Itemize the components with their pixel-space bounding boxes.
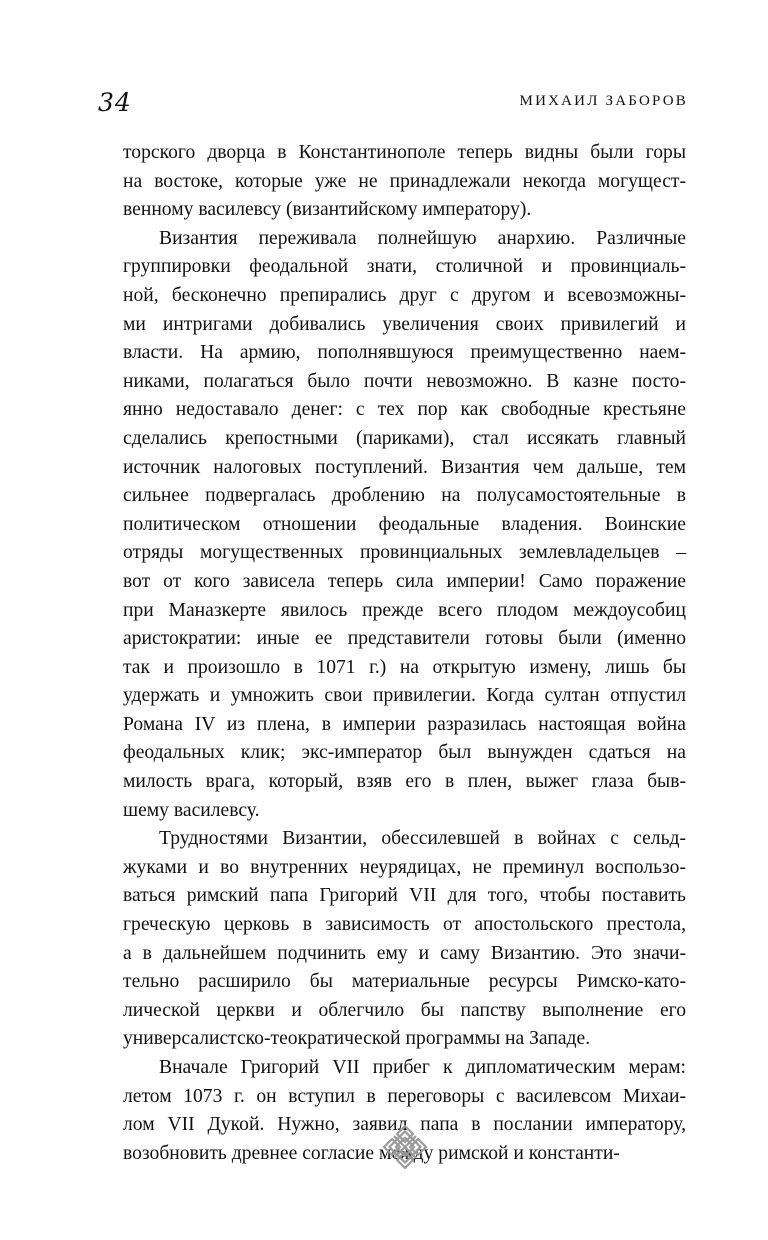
text-line: власти. На армию, пополнявшуюся преимущественно наем-: [123, 342, 686, 364]
text-line: ми интригами добивались увеличения своих привилегий и: [123, 313, 686, 335]
text-line: никами, полагаться было почти невозможно. В казне посто-: [123, 370, 686, 392]
text-line: венному василевсу (византийскому императору).: [123, 199, 532, 221]
text-line: отряды могущественных провинциальных землевладельцев –: [123, 542, 686, 564]
page-header: [98, 88, 688, 118]
text-line: Трудностями Византии, обессилевшей в войнах с сельд-: [159, 828, 686, 850]
text-line: аристократии: иные ее представители готовы были (именно: [123, 628, 686, 650]
text-line: жуками и во внутренних неурядицах, не преминул воспользо-: [123, 856, 686, 878]
text-line: Вначале Григорий VII прибег к дипломатическим мерам:: [159, 1057, 686, 1078]
text-line: при Маназкерте явилось прежде всего плодом междоусобиц: [123, 599, 686, 621]
knot-ornament-icon: [382, 1124, 428, 1170]
text-line: шему василевсу.: [123, 799, 260, 821]
text-line: лом VII Дукой. Нужно, заявил папа в послании императору,: [123, 1114, 686, 1136]
page-number: 34: [98, 88, 132, 117]
text-line: а в дальнейшем подчинить ему и саму Византию. Это значи-: [123, 942, 686, 964]
text-line: ваться римский папа Григорий VII для того, чтобы поставить: [123, 885, 686, 907]
text-line: группировки феодальной знати, столичной и провинциаль-: [123, 256, 686, 278]
paragraph: [123, 139, 686, 225]
text-line: удержать и умножить свои привилегии. Когда султан отпустил: [123, 685, 686, 707]
text-line: так и произошло в 1071 г.) на открытую измену, лишь бы: [123, 656, 686, 678]
text-line: тельно расширило бы материальные ресурсы Римско-като-: [123, 971, 686, 993]
text-line: летом 1073 г. он вступил в переговоры с василевсом Михаи-: [123, 1085, 686, 1107]
text-line: возобновить древнее согласие между римской и константи-: [123, 1142, 620, 1164]
text-line: сделались крепостными (париками), стал иссякать главный: [123, 427, 686, 449]
text-line: феодальных клик; экс-император был вынужден сдаться на: [123, 742, 686, 764]
text-line: Византия переживала полнейшую анархию. Различные: [159, 227, 686, 249]
text-line: на востоке, которые уже не принадлежали некогда могущест-: [123, 170, 686, 192]
text-line: милость врага, который, взяв его в плен, выжег глаза быв-: [123, 771, 686, 793]
paragraph: [123, 225, 686, 825]
running-head: МИХАИЛ ЗАБОРОВ: [519, 93, 688, 109]
text-line: янно недоставало денег: с тех пор как свободные крестьяне: [123, 399, 686, 421]
text-line: источник налоговых поступлений. Византия чем дальше, тем: [123, 456, 686, 478]
text-line: торского дворца в Константинополе теперь видны были горы: [123, 142, 686, 163]
text-line: Романа IV из плена, в империи разразилась настоящая война: [123, 713, 686, 735]
text-line: политическом отношении феодальные владения. Воинские: [123, 513, 686, 535]
body-text: [123, 139, 686, 1168]
text-line: лической церкви и облегчило бы папству выполнение его: [123, 999, 686, 1021]
paragraph: [123, 825, 686, 1054]
text-line: греческую церковь в зависимость от апостольского престола,: [123, 914, 686, 936]
text-line: универсалистско-теократической программы на Западе.: [123, 1028, 591, 1050]
text-line: сильнее подвергалась дроблению на полусамостоятельные в: [123, 485, 686, 507]
text-line: вот от кого зависела теперь сила империи! Само поражение: [123, 570, 686, 592]
text-line: ной, бесконечно препирались друг с другом и всевозможны-: [123, 284, 686, 306]
